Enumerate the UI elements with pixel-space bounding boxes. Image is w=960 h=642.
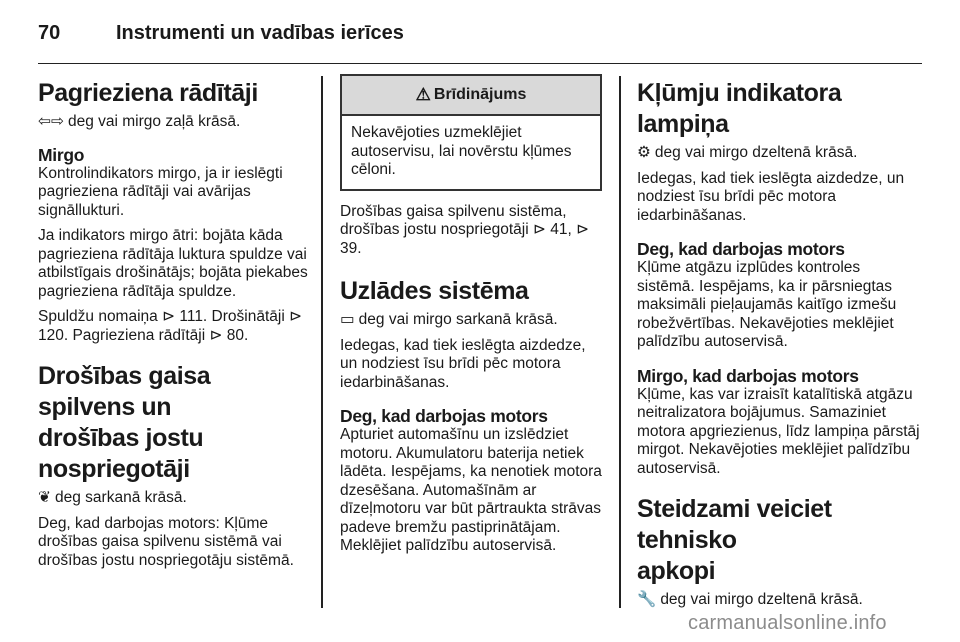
heading-engine-running: Deg, kad darbojas motors: [340, 406, 548, 426]
heading-airbag: [38, 361, 308, 485]
column-1: [38, 78, 308, 570]
column-divider: [619, 76, 621, 608]
column-divider: [321, 76, 323, 608]
charge-desc: deg vai mirgo sarkanā krāsā.: [358, 311, 558, 328]
heading-line: Steidzami veiciet tehnisko: [637, 495, 832, 554]
header-title: Instrumenti un vadības ierīces: [116, 22, 404, 44]
battery-icon: ▭: [340, 311, 355, 328]
wrench-icon: 🔧: [637, 591, 657, 608]
paragraph: Spuldžu nomaiņa ⊳ 111. Drošinātāji ⊳ 120. Pagrieziena rādītāji ⊳ 80.: [38, 308, 303, 344]
service-desc: deg vai mirgo dzeltenā krāsā.: [660, 591, 863, 608]
heading-service: [637, 494, 922, 587]
heading-line: Drošības gaisa spilvens un: [38, 362, 211, 421]
heading-line: nospriegotāji: [38, 455, 190, 483]
airbag-icon: ❦: [38, 489, 51, 506]
heading-blinks: Mirgo: [38, 144, 85, 165]
warning-box: [340, 74, 602, 191]
heading-engine-running: Deg, kad darbojas motors: [637, 239, 845, 259]
charge-line: [340, 311, 602, 330]
paragraph: Kļūme atgāzu izplūdes kontroles sistēmā. Iespējams, ka ir pārsniegtas maksimāli pieļaujamās kaitīgo izmešu robežvērtības. Nekavējoties meklējiet palīdzību autoservisā.: [637, 259, 897, 350]
turn-desc: deg vai mirgo zaļā krāsā.: [67, 113, 241, 130]
warning-text: Nekavējoties uzmeklējiet autoservisu, lai novērstu kļūmes cēloni.: [351, 124, 572, 178]
paragraph: Ja indikators mirgo ātri: bojāta kāda pagrieziena rādītāja luktura spuldze vai atbilstīgais drošinātājs; bojāta piekabes pagrieziena rādītāja spuldze.: [38, 227, 308, 300]
paragraph: Iedegas, kad tiek ieslēgta aizdedze, un nodziest īsu brīdi pēc motora iedarbināšanas.: [637, 169, 905, 224]
engine-icon: ⚙: [637, 144, 651, 161]
turn-arrows-icon: ⇦⇨: [38, 113, 64, 130]
heading-turn-signals: Pagrieziena rādītāji: [38, 79, 258, 107]
service-line: [637, 591, 922, 610]
watermark: carmanualsonline.info: [688, 612, 887, 634]
column-2: [340, 74, 602, 556]
page-number: 70: [38, 22, 61, 44]
warning-triangle-icon: ⚠: [415, 85, 431, 104]
warning-title: Brīdinājums: [433, 86, 527, 103]
paragraph: Apturiet automašīnu un izslēdziet motoru. Akumulatoru baterija netiek lādēta. Iespējams, ka nenotiek motora dzesēšana. Automašīnām ar dīzeļmotoru var būt pārtraukta strāvas padeve bremžu pastiprinātājam. Meklējiet palīdzību autoservisā.: [340, 426, 602, 554]
paragraph: Deg, kad darbojas motors: Kļūme drošības gaisa spilvenu sistēmā vai drošības jostu nospriegotāju sistēmā.: [38, 514, 294, 569]
heading-engine-blinking: Mirgo, kad darbojas motors: [637, 365, 859, 386]
heading-charging-system: Uzlādes sistēma: [340, 277, 529, 305]
heading-line: drošības jostu: [38, 424, 204, 452]
warning-header: [342, 76, 600, 116]
page-header: [38, 14, 922, 64]
paragraph: Kontrolindikators mirgo, ja ir ieslēgti pagrieziena rādītāji vai avārijas signāllukturi.: [38, 164, 283, 219]
mil-desc: deg vai mirgo dzeltenā krāsā.: [654, 144, 858, 161]
column-3: [637, 78, 922, 610]
turn-signal-line: [38, 113, 308, 132]
paragraph: Drošības gaisa spilvenu sistēma, drošības jostu nospriegotāji ⊳ 41, ⊳ 39.: [340, 202, 590, 257]
heading-line: apkopi: [637, 557, 716, 585]
mil-line: [637, 144, 922, 163]
paragraph: Iedegas, kad tiek ieslēgta aizdedze, un nodziest īsu brīdi pēc motora iedarbināšanas.: [340, 336, 586, 391]
airbag-line: [38, 489, 308, 508]
paragraph: Kļūme, kas var izraisīt katalītiskā atgāzu neitralizatora bojājumus. Samaziniet motora apgriezienus, līdz lampiņa pārstāj mirgot. Nekavējoties meklējiet palīdzību autoservisā.: [637, 385, 920, 477]
heading-malfunction-lamp: Kļūmju indikatora lampiņa: [637, 79, 842, 138]
airbag-desc: deg sarkanā krāsā.: [55, 489, 187, 506]
